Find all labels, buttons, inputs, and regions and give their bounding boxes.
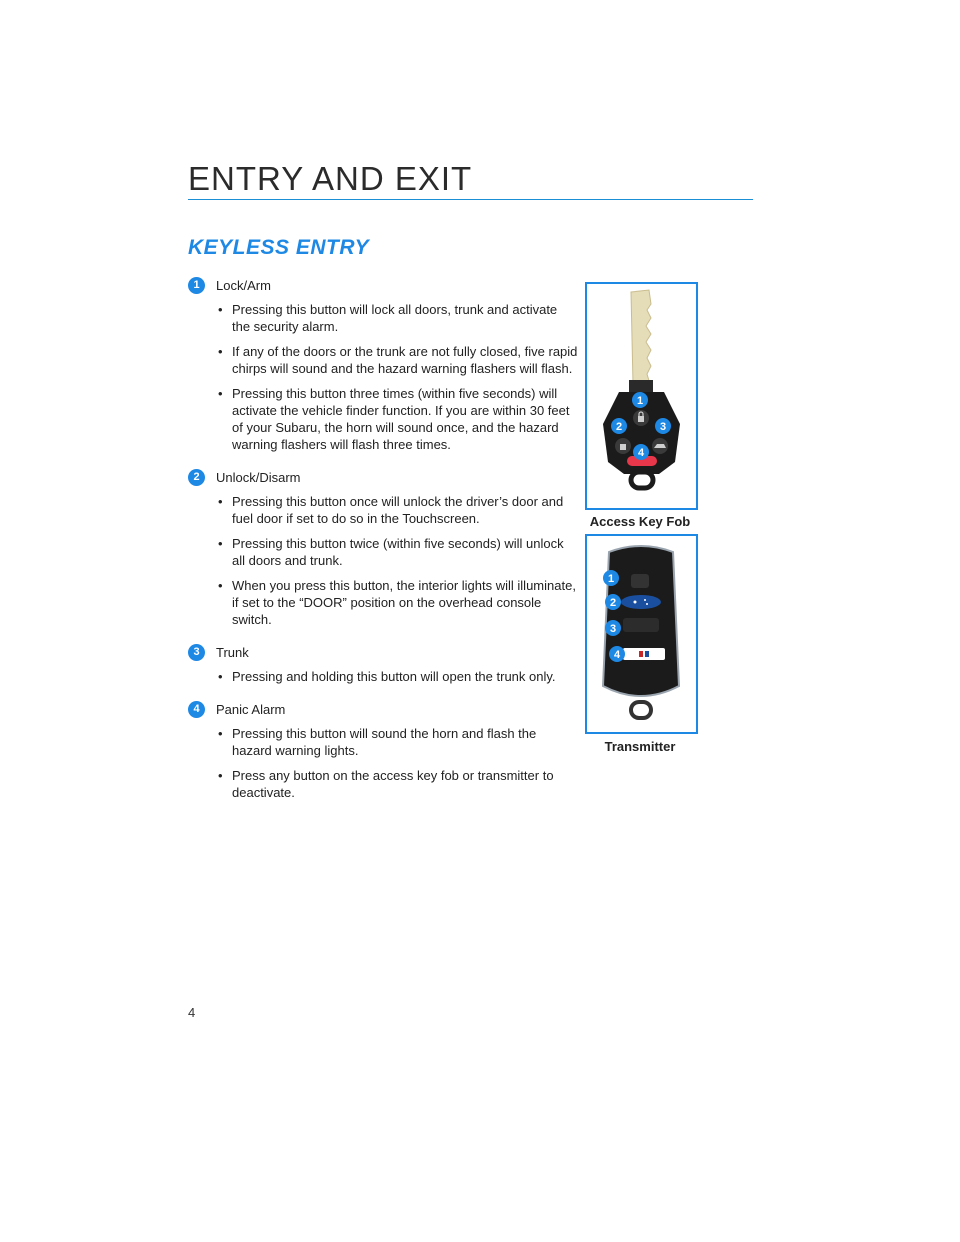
subaru-logo-icon (621, 595, 661, 609)
item-trunk (188, 642, 578, 685)
callout-badge: 2 (188, 469, 205, 486)
section-divider (188, 199, 753, 200)
callout-badge: 1 (188, 277, 205, 294)
item-panic-alarm (188, 699, 578, 801)
callout-4-icon (633, 444, 649, 460)
callout-text: 2 (615, 421, 623, 433)
bullet: • When you press this button, the interior lights will illuminate, if set to the “DOOR” position on the overhead console switch. (216, 577, 578, 628)
callout-text: 1 (636, 395, 644, 407)
item-label: Panic Alarm (216, 701, 286, 717)
callout-2-icon (605, 594, 621, 610)
bullet: • If any of the doors or the trunk are not fully closed, five rapid chirps will sound and the hazard warning flashers will flash. (216, 343, 578, 377)
trunk-button-icon (623, 618, 659, 632)
item-unlock-disarm (188, 467, 578, 628)
callout-2-icon (611, 418, 627, 434)
bullet: • Pressing this button will lock all doors, trunk and activate the security alarm. (216, 301, 578, 335)
key-blade-icon (631, 290, 651, 384)
callout-text: 2 (609, 597, 617, 609)
transmitter-illustration (587, 536, 696, 732)
panic-button-icon (623, 648, 665, 660)
callout-badge: 3 (188, 644, 205, 661)
key-ring-loop (631, 472, 653, 488)
instructions-list (188, 275, 578, 815)
bullet: • Pressing this button three times (within five seconds) will activate the vehicle finder function. If you are within 30 feet of your Subaru, the horn will sound once, and the hazard warning flashers will flash three times. (216, 385, 578, 453)
bullet: • Pressing and holding this button will open the trunk only. (216, 668, 578, 685)
lock-button-icon (631, 574, 649, 588)
section-title: ENTRY AND EXIT (188, 160, 473, 197)
item-label: Lock/Arm (216, 277, 271, 293)
bullet: • Pressing this button will sound the horn and flash the hazard warning lights. (216, 725, 578, 759)
callout-text: 3 (659, 421, 667, 433)
callout-text: 4 (637, 447, 645, 459)
callout-badge: 4 (188, 701, 205, 718)
callout-text: 4 (613, 649, 621, 661)
callout-1-icon (603, 570, 619, 586)
callout-1-icon (632, 392, 648, 408)
key-ring-loop (631, 702, 651, 718)
key-shoulder (629, 380, 653, 392)
bullet: • Pressing this button twice (within five seconds) will unlock all doors and trunk. (216, 535, 578, 569)
callout-text: 3 (609, 623, 617, 635)
transmitter-figure (585, 534, 698, 734)
item-label: Unlock/Disarm (216, 469, 301, 485)
transmitter-caption: Transmitter (604, 739, 676, 754)
item-label: Trunk (216, 644, 249, 660)
callout-4-icon (609, 646, 625, 662)
page-heading: KEYLESS ENTRY (188, 236, 370, 259)
bullet: • Press any button on the access key fob or transmitter to deactivate. (216, 767, 578, 801)
callout-3-icon (655, 418, 671, 434)
key-fob-illustration (587, 284, 696, 508)
access-key-fob-figure (585, 282, 698, 510)
callout-text: 1 (607, 573, 615, 585)
bullet: • Pressing this button once will unlock the driver’s door and fuel door if set to do so in the Touchscreen. (216, 493, 578, 527)
item-lock-arm (188, 275, 578, 453)
access-key-fob-caption: Access Key Fob (589, 514, 691, 529)
page-number: 4 (188, 1005, 196, 1020)
callout-3-icon (605, 620, 621, 636)
